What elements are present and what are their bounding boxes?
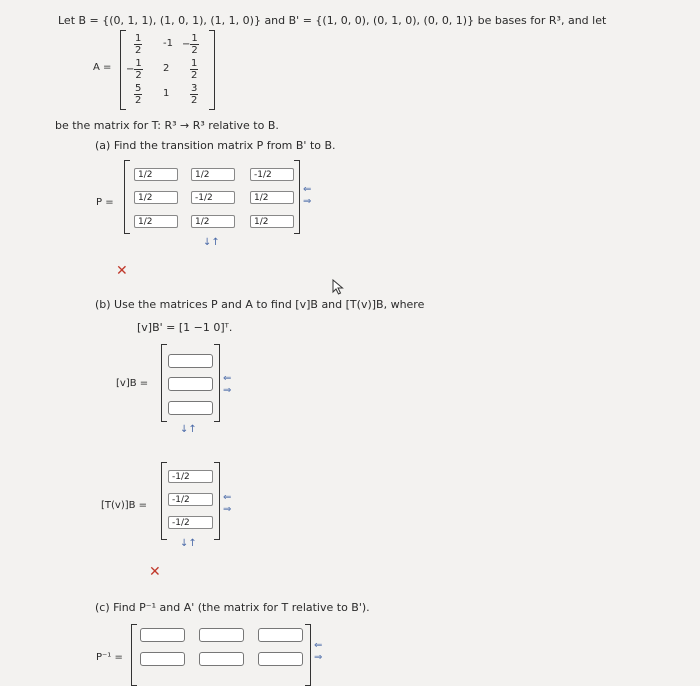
p-column-arrows-icon[interactable]: ↓↑ xyxy=(203,237,220,248)
p-cell-input[interactable]: -1/2 xyxy=(250,168,294,181)
matrix-a-cell: 1 xyxy=(163,88,170,99)
part-a-prompt: (a) Find the transition matrix P from B' to B. xyxy=(95,139,336,152)
tvb-cell-input[interactable]: -1/2 xyxy=(168,470,213,483)
p-row-arrows-icon[interactable]: ⇐ ⇒ xyxy=(303,184,312,207)
pinv-cell-input[interactable] xyxy=(140,652,185,666)
p-cell-input[interactable]: 1/2 xyxy=(134,215,178,228)
vb-cell-input[interactable] xyxy=(168,354,213,368)
matrix-a-label: A = xyxy=(93,62,112,73)
pinv-left-bracket xyxy=(131,624,137,686)
matrix-a-cell: − $\frac{1}{2}$ xyxy=(182,33,198,56)
vb-cell-input[interactable] xyxy=(168,377,213,391)
vb-left-bracket xyxy=(161,344,167,422)
p-cell-input[interactable]: -1/2 xyxy=(191,191,235,204)
cursor-icon xyxy=(332,279,344,295)
vb-row-arrows-icon[interactable]: ⇐ ⇒ xyxy=(223,373,232,396)
matrix-a-cell: $\frac{3}{2}$ xyxy=(191,83,198,106)
part-b-prompt: (b) Use the matrices P and A to find [v]B and [T(v)]B, where xyxy=(95,298,425,311)
part-a-wrong-icon: ✕ xyxy=(116,263,128,279)
vb-cell-input[interactable] xyxy=(168,401,213,415)
problem-intro: Let B = {(0, 1, 1), (1, 0, 1), (1, 1, 0)} and B' = {(1, 0, 0), (0, 1, 0), (0, 0, 1)} be bases for R³, and let xyxy=(58,14,607,27)
matrix-a-cell: $\frac{1}{2}$ xyxy=(191,58,198,81)
pinv-row-arrows-icon[interactable]: ⇐ ⇒ xyxy=(314,640,323,663)
part-c-prompt: (c) Find P⁻¹ and A' (the matrix for T relative to B'). xyxy=(95,601,370,614)
tvb-right-bracket xyxy=(214,462,220,540)
vb-column-arrows-icon[interactable]: ↓↑ xyxy=(180,424,197,435)
matrix-a-cell: -1 xyxy=(163,38,173,49)
p-cell-input[interactable]: 1/2 xyxy=(134,168,178,181)
matrix-a-cell: 2 xyxy=(163,63,170,74)
p-cell-input[interactable]: 1/2 xyxy=(191,168,235,181)
matrix-a-description: be the matrix for T: R³ → R³ relative to B. xyxy=(55,119,279,132)
vb-label: [v]B = xyxy=(116,378,149,389)
p-cell-input[interactable]: 1/2 xyxy=(250,191,294,204)
pinv-cell-input[interactable] xyxy=(199,652,244,666)
vb-right-bracket xyxy=(214,344,220,422)
p-cell-input[interactable]: 1/2 xyxy=(134,191,178,204)
part-b-wrong-icon: ✕ xyxy=(149,564,161,580)
pinv-cell-input[interactable] xyxy=(258,628,303,642)
p-cell-input[interactable]: 1/2 xyxy=(191,215,235,228)
p-label: P = xyxy=(96,197,114,208)
matrix-a-right-bracket xyxy=(209,30,215,110)
pinv-label: P⁻¹ = xyxy=(96,652,123,663)
tvb-cell-input[interactable]: -1/2 xyxy=(168,493,213,506)
tvb-label: [T(v)]B = xyxy=(101,500,148,511)
pinv-cell-input[interactable] xyxy=(258,652,303,666)
p-cell-input[interactable]: 1/2 xyxy=(250,215,294,228)
tvb-left-bracket xyxy=(161,462,167,540)
pinv-right-bracket xyxy=(305,624,311,686)
part-b-given: [v]B' = [1 −1 0]ᵀ. xyxy=(137,321,233,334)
tvb-column-arrows-icon[interactable]: ↓↑ xyxy=(180,538,197,549)
matrix-a-cell: $\frac{1}{2}$ xyxy=(135,33,142,56)
tvb-row-arrows-icon[interactable]: ⇐ ⇒ xyxy=(223,492,232,515)
matrix-a-cell: − $\frac{1}{2}$ xyxy=(126,58,142,81)
pinv-cell-input[interactable] xyxy=(199,628,244,642)
matrix-a-cell: $\frac{5}{2}$ xyxy=(135,83,142,106)
p-left-bracket xyxy=(124,160,130,234)
p-right-bracket xyxy=(294,160,300,234)
tvb-cell-input[interactable]: -1/2 xyxy=(168,516,213,529)
pinv-cell-input[interactable] xyxy=(140,628,185,642)
